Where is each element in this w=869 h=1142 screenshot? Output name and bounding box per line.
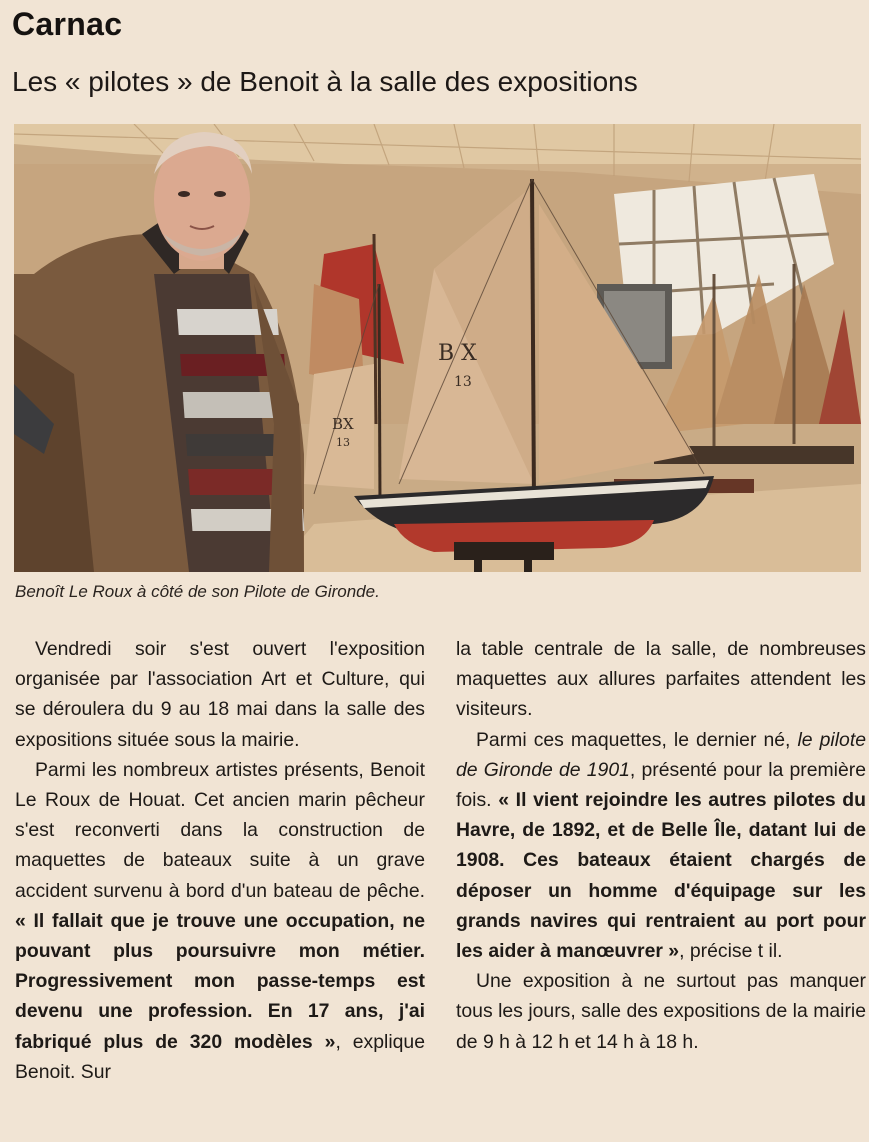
paragraph-text: , explique Benoit. Sur: [15, 1030, 425, 1083]
paragraph: Une exposition à ne surtout pas manquer tous les jours, salle des expositions de la mairie de 9 h à 12 h et 14 h à 18 h.: [456, 970, 866, 1053]
sail-number-large: 13: [454, 374, 472, 390]
sail-marking-large: B X: [438, 341, 477, 366]
paragraph-text: Parmi les nombreux artistes présents, Benoit Le Roux de Houat. Cet ancien marin pêcheur s'est reconverti dans la construction de maquettes de bateaux suite à un grave accident survenu à bord d'un bateau de pêche.: [15, 758, 425, 902]
paragraph: la table centrale de la salle, de nombreuses maquettes aux allures parfaites attendent les visiteurs.: [456, 638, 866, 721]
model-stand: [454, 542, 554, 560]
article-column-left: [15, 634, 425, 1087]
article-photo: [14, 124, 861, 572]
article-location: Carnac: [12, 6, 123, 42]
italic-text: le pilote de Gironde de 1901: [456, 728, 866, 781]
paragraph: [456, 725, 866, 967]
paragraph-text: , présenté pour la première fois.: [456, 758, 867, 812]
paragraph: Vendredi soir s'est ouvert l'exposition organisée par l'association Art et Culture, qui se déroulera du 9 au 18 mai dans la salle des expositions située sous la mairie.: [15, 638, 425, 751]
paragraph: [15, 755, 425, 1087]
photo-caption: Benoît Le Roux à côté de son Pilote de Gironde.: [15, 582, 380, 601]
paragraph-text: , précise t il.: [679, 940, 783, 963]
quote-text: « Il vient rejoindre les autres pilotes du Havre, de 1892, et de Belle Île, datant lui de 1908. Ces bateaux étaient chargés de déposer un homme d'équipage sur les grands navires qui rentraient au port pour les aider à manœuvrer »: [456, 789, 866, 963]
article-column-right: [456, 634, 866, 1057]
sail-number-small: 13: [336, 436, 350, 449]
quote-text: « Il fallait que je trouve une occupation, ne pouvant plus poursuivre mon métier. Progressivement mon passe-temps est devenu une profession. En 17 ans, j'ai fabriqué plus de 320 modèles »: [15, 909, 425, 1053]
sail-marking-small: BX: [332, 415, 354, 433]
article-headline: Les « pilotes » de Benoit à la salle des expositions: [12, 66, 638, 97]
paragraph-text: Parmi ces maquettes, le dernier né,: [476, 728, 791, 751]
